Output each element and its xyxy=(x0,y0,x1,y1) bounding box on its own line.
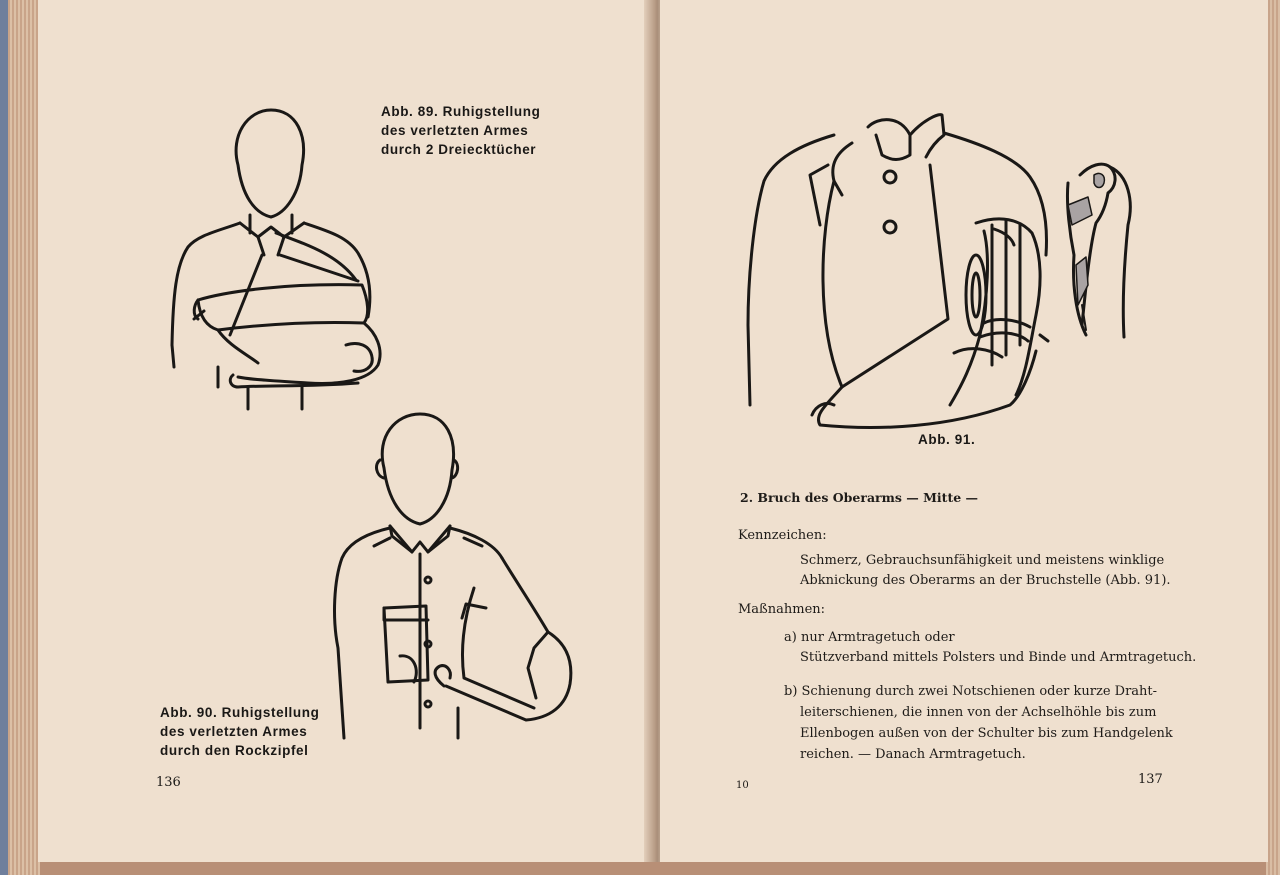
symptoms-label: Kennzeichen: xyxy=(738,528,827,543)
fig91-caption: Abb. 91. xyxy=(918,432,976,447)
fig89-illustration xyxy=(158,105,388,415)
measures-label: Maßnahmen: xyxy=(738,602,826,617)
fig90-illustration xyxy=(314,408,584,748)
section-title: 2. Bruch des Oberarms — Mitte — xyxy=(740,490,979,505)
right-page xyxy=(660,0,1268,862)
left-page xyxy=(38,0,651,862)
page-number-left: 136 xyxy=(156,775,181,790)
symptoms-text: Schmerz, Gebrauchsunfähigkeit und meistens winklige Abknickung des Oberarms an der Bruchstelle (Abb. 91). xyxy=(800,553,1171,588)
fig91-illustration xyxy=(730,105,1160,435)
page-edges-left xyxy=(8,0,40,875)
open-book xyxy=(8,0,1278,875)
measure-b: b) Schienung durch zwei Notschienen oder kurze Draht- leiterschienen, die innen von der Achselhöhle bis zum Ellenbogen außen von der Schulter bis zum Handgelenk reichen. — Danach Armtragetuch. xyxy=(784,684,1173,762)
fig90-caption: Abb. 90. Ruhigstellung des verletzten Armes durch den Rockzipfel xyxy=(160,705,320,758)
measure-a: a) nur Armtragetuch oder Stützverband mittels Polsters und Binde und Armtragetuch. xyxy=(784,630,1197,665)
fig89-caption: Abb. 89. Ruhigstellung des verletzten Armes durch 2 Dreiecktücher xyxy=(381,104,541,157)
page-edges-right xyxy=(1266,0,1280,875)
page-number-right: 137 xyxy=(1138,772,1163,787)
signature-mark: 10 xyxy=(736,780,749,791)
